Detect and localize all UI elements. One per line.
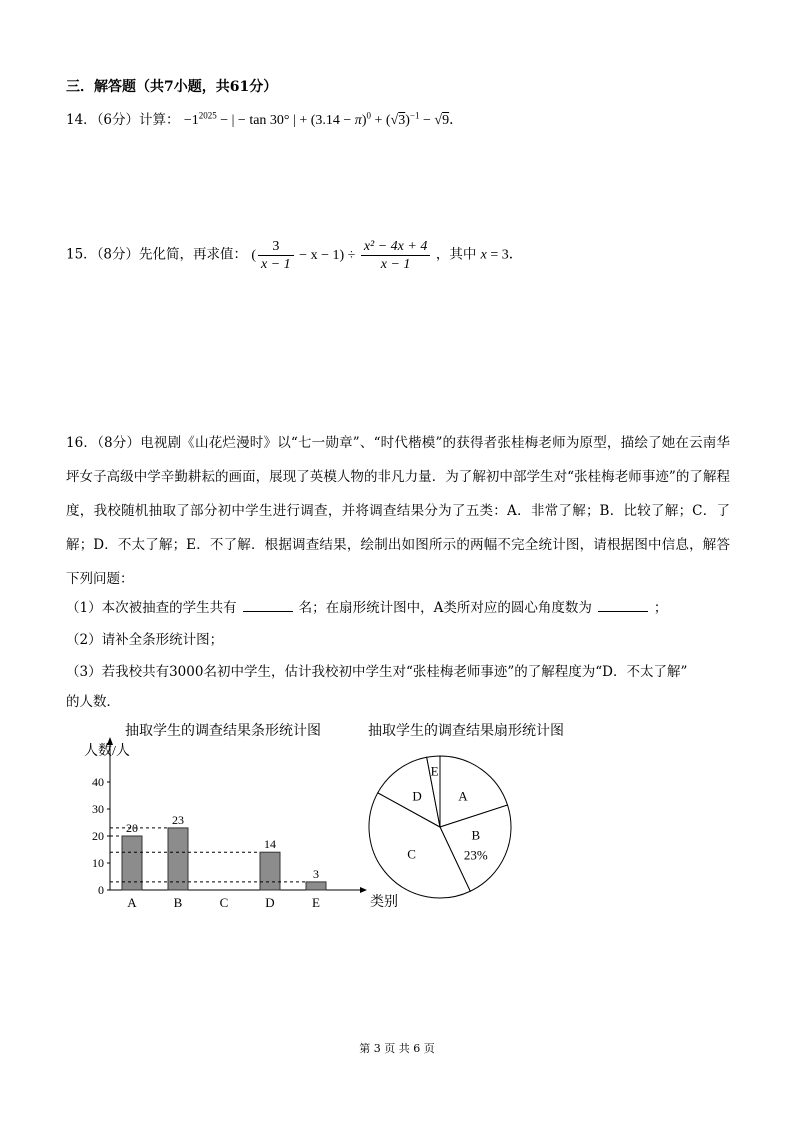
y-tick-label: 0 [98,883,104,897]
answer-blank[interactable] [598,597,648,612]
q14-term: ) [361,113,367,128]
answer-blank[interactable] [243,597,293,612]
q14-term: + ( [370,113,391,128]
q14-score: （6分） [96,112,140,128]
q15-fraction-2 [361,238,431,273]
q15-fraction-2-numerator: x² − 4x + 4 [361,238,431,256]
bar-value-label: 3 [313,866,319,881]
q14-radicand: 3 [398,113,406,128]
x-axis-arrow-icon [360,887,367,893]
q15-term: − x − 1) ÷ [295,247,359,263]
q15-expression [251,239,436,272]
question-15 [66,238,523,273]
x-axis-label: 类别 [370,895,398,910]
q14-term: − [419,113,435,128]
q14-radicand: 9 [442,113,450,128]
q16-sub1 [66,596,667,616]
q15-fraction-1-numerator: 3 [258,238,294,256]
q16-score: （8分） [97,435,141,451]
q15-fraction-1-denominator: x − 1 [261,257,291,272]
y-tick-label: 20 [92,829,104,843]
x-tick-label: D [265,895,275,910]
q14-exponent: −1 [409,110,420,121]
q14-term: −1 [183,113,199,128]
q16-number: 16． [66,435,98,451]
page-footer: 第 3 页 共 6 页 [359,1042,435,1055]
y-axis-label: 人数/人 [84,744,130,759]
bar-chart [84,722,398,910]
q15-score: （8分） [96,246,140,263]
bar-value-label: 23 [172,812,184,827]
q16-intro-text: 电视剧《山花烂漫时》以“七一勋章”、“时代楷模”的获得者张桂梅老师为原型，描绘了她在云南华坪女子高级中学辛勤耕耘的画面，展现了英模人物的非凡力量．为了解初中部学生对“张桂梅老师事迹”的了解程度，我校随机抽取了部分初中学生进行调查，并将调查结果分为了五类：A．非常了解；B．比较了解；C．了解；D．不太了解；E．不了解．根据调查结果，绘制出如图所示的两幅不完全统计图，请根据图中信息，解答下列问题： [66,435,731,587]
bar [168,828,188,890]
q14-pi: π [354,113,362,128]
y-tick-label: 30 [92,802,104,816]
q14-term: ) [405,113,410,128]
x-tick-label: B [173,895,183,910]
pie-chart [368,722,564,898]
q14-prompt: 计算： [139,112,180,128]
pie-slice-label: D [412,788,422,804]
pie-slice-label: C [407,846,416,862]
statistics-charts [80,715,640,915]
q16-sub2: （2）请补全条形统计图； [66,632,224,648]
q15-variable: x [480,247,487,263]
y-tick-label: 40 [92,775,104,789]
bar-value-label: 14 [264,837,276,852]
section-title: 三．解答题（共7小题，共61分） [66,79,278,95]
q15-paren: ( [251,247,256,263]
bar [260,852,280,890]
q15-number: 15． [66,246,97,263]
q15-fraction-2-denominator: x − 1 [380,257,411,272]
question-14 [66,110,463,131]
q16-sub3-continued: 的人数． [66,694,120,710]
q16-sub1-text: ； [653,600,668,616]
pie-chart-title: 抽取学生的调查结果扇形统计图 [368,724,564,739]
q14-term: − | − tan 30° | + (3.14 − [216,113,355,128]
q15-value: = 3． [486,247,523,263]
x-tick-label: E [312,895,320,910]
x-tick-label: A [127,895,137,910]
q16-sub3: （3）若我校共有3000名初中学生，估计我校初中学生对“张桂梅老师事迹”的了解程度为“D．不太了解” [66,664,688,680]
q14-number: 14． [66,112,97,128]
q15-fraction-1 [258,238,294,273]
bar-chart-title: 抽取学生的调查结果条形统计图 [125,724,321,739]
q16-sub1-text: 名；在扇形统计图中，A类所对应的圆心角度数为 [298,600,592,616]
pie-slice-percent: 23% [463,847,488,863]
pie-slice-label: A [458,788,468,804]
q14-expression [183,110,464,128]
sqrt-sign-icon: √ [390,113,399,128]
q16-sub1-text: （1）本次被抽查的学生共有 [66,600,237,616]
bar-value-label: 20 [126,821,138,835]
x-tick-label: C [219,895,229,910]
y-tick-label: 10 [92,856,104,870]
question-16-intro [66,426,730,596]
q14-exponent: 2025 [198,110,217,121]
q15-condition: ，其中 [435,246,481,263]
pie-slice-label: B [471,827,481,843]
bar [306,882,326,890]
sqrt-sign-icon: √ [434,113,443,128]
pie-slice-label: E [430,763,439,779]
q14-exponent: 0 [366,110,371,121]
q15-prompt: 先化简，再求值： [139,246,248,263]
q14-term: ． [449,113,464,128]
